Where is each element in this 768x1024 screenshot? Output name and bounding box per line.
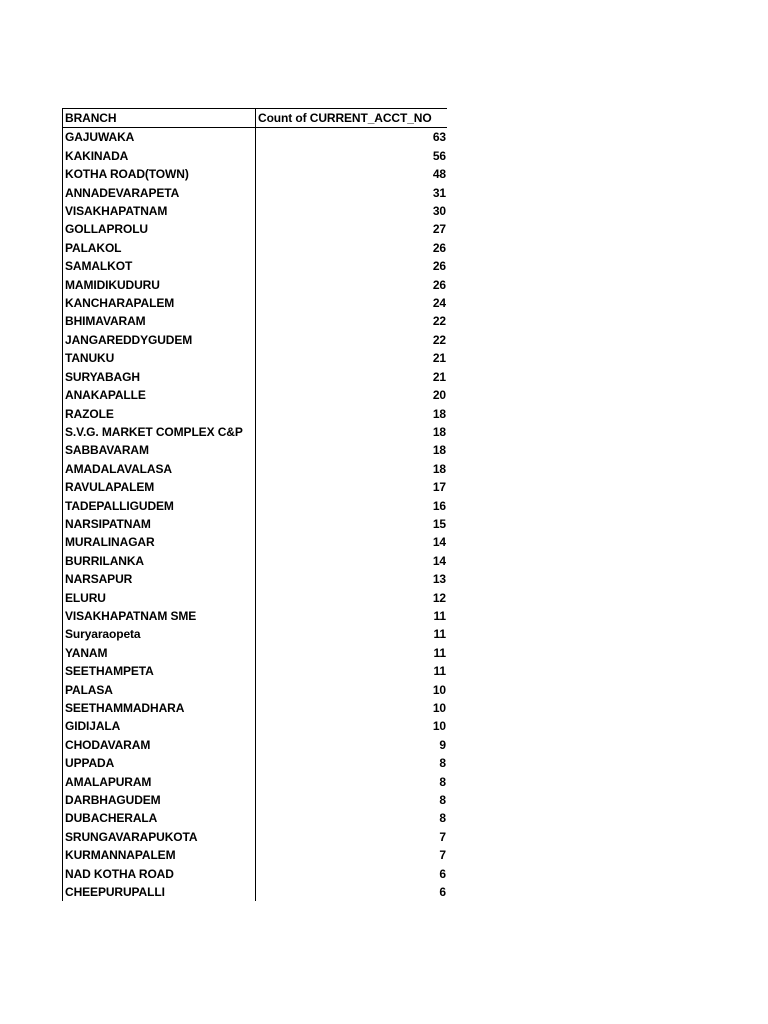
branch-cell: MURALINAGAR xyxy=(63,533,256,551)
count-cell: 30 xyxy=(256,202,448,220)
table-row xyxy=(63,497,448,515)
branch-cell: AMALAPURAM xyxy=(63,773,256,791)
table-row xyxy=(63,312,448,330)
count-cell: 11 xyxy=(256,644,448,662)
count-cell: 31 xyxy=(256,184,448,202)
table-body xyxy=(63,128,448,902)
table-row xyxy=(63,644,448,662)
branch-count-table xyxy=(62,108,447,901)
branch-cell: KAKINADA xyxy=(63,147,256,165)
count-cell: 8 xyxy=(256,809,448,827)
count-cell: 8 xyxy=(256,791,448,809)
table-row xyxy=(63,773,448,791)
branch-cell: KURMANNAPALEM xyxy=(63,846,256,864)
table-row xyxy=(63,662,448,680)
count-cell: 63 xyxy=(256,128,448,147)
table-row xyxy=(63,294,448,312)
branch-cell: SRUNGAVARAPUKOTA xyxy=(63,828,256,846)
table-row xyxy=(63,184,448,202)
count-cell: 18 xyxy=(256,460,448,478)
branch-cell: VISAKHAPATNAM SME xyxy=(63,607,256,625)
branch-cell: PALAKOL xyxy=(63,239,256,257)
count-cell: 22 xyxy=(256,331,448,349)
table-row xyxy=(63,386,448,404)
table-row xyxy=(63,202,448,220)
branch-cell: Suryaraopeta xyxy=(63,625,256,643)
count-cell: 7 xyxy=(256,828,448,846)
table-row xyxy=(63,754,448,772)
table-row xyxy=(63,828,448,846)
count-cell: 21 xyxy=(256,368,448,386)
count-cell: 56 xyxy=(256,147,448,165)
branch-cell: GOLLAPROLU xyxy=(63,220,256,238)
table-row xyxy=(63,165,448,183)
count-cell: 26 xyxy=(256,276,448,294)
branch-cell: S.V.G. MARKET COMPLEX C&P xyxy=(63,423,256,441)
table-row xyxy=(63,717,448,735)
count-cell: 16 xyxy=(256,497,448,515)
branch-cell: RAZOLE xyxy=(63,405,256,423)
table-row xyxy=(63,368,448,386)
branch-cell: NAD KOTHA ROAD xyxy=(63,865,256,883)
branch-cell: BHIMAVARAM xyxy=(63,312,256,330)
table-row xyxy=(63,809,448,827)
count-cell: 11 xyxy=(256,662,448,680)
branch-cell: AMADALAVALASA xyxy=(63,460,256,478)
count-cell: 11 xyxy=(256,625,448,643)
table-row xyxy=(63,276,448,294)
branch-cell: CHEEPURUPALLI xyxy=(63,883,256,901)
count-cell: 26 xyxy=(256,257,448,275)
count-cell: 8 xyxy=(256,773,448,791)
count-cell: 18 xyxy=(256,441,448,459)
branch-cell: PALASA xyxy=(63,681,256,699)
count-cell: 17 xyxy=(256,478,448,496)
count-cell: 7 xyxy=(256,846,448,864)
branch-cell: SAMALKOT xyxy=(63,257,256,275)
table-row xyxy=(63,239,448,257)
count-cell: 8 xyxy=(256,754,448,772)
count-cell: 10 xyxy=(256,681,448,699)
table-row xyxy=(63,865,448,883)
table-row xyxy=(63,478,448,496)
branch-cell: RAVULAPALEM xyxy=(63,478,256,496)
branch-cell: GIDIJALA xyxy=(63,717,256,735)
table-row xyxy=(63,515,448,533)
header-row xyxy=(63,109,448,128)
count-cell: 9 xyxy=(256,736,448,754)
count-cell: 24 xyxy=(256,294,448,312)
column-header-branch: BRANCH xyxy=(63,109,256,128)
table-row xyxy=(63,441,448,459)
table-row xyxy=(63,625,448,643)
count-cell: 20 xyxy=(256,386,448,404)
table-row xyxy=(63,405,448,423)
table-row xyxy=(63,883,448,901)
branch-cell: ELURU xyxy=(63,589,256,607)
count-cell: 18 xyxy=(256,423,448,441)
count-cell: 10 xyxy=(256,699,448,717)
table-row xyxy=(63,607,448,625)
branch-cell: KOTHA ROAD(TOWN) xyxy=(63,165,256,183)
branch-cell: ANNADEVARAPETA xyxy=(63,184,256,202)
table-row xyxy=(63,846,448,864)
branch-cell: DARBHAGUDEM xyxy=(63,791,256,809)
branch-cell: GAJUWAKA xyxy=(63,128,256,147)
spreadsheet-page xyxy=(62,108,447,942)
table-row xyxy=(63,220,448,238)
count-cell: 11 xyxy=(256,607,448,625)
table-row xyxy=(63,736,448,754)
branch-cell: UPPADA xyxy=(63,754,256,772)
branch-cell: NARSAPUR xyxy=(63,570,256,588)
branch-cell: NARSIPATNAM xyxy=(63,515,256,533)
table-row xyxy=(63,570,448,588)
branch-cell: SEETHAMMADHARA xyxy=(63,699,256,717)
count-cell: 48 xyxy=(256,165,448,183)
table-row xyxy=(63,460,448,478)
branch-cell: SEETHAMPETA xyxy=(63,662,256,680)
table-row xyxy=(63,791,448,809)
count-cell: 10 xyxy=(256,717,448,735)
count-cell: 26 xyxy=(256,239,448,257)
count-cell: 14 xyxy=(256,552,448,570)
column-header-count: Count of CURRENT_ACCT_NO xyxy=(256,109,448,128)
branch-cell: SABBAVARAM xyxy=(63,441,256,459)
table-header xyxy=(63,109,448,128)
count-cell: 13 xyxy=(256,570,448,588)
table-row xyxy=(63,331,448,349)
table-row xyxy=(63,681,448,699)
table-row xyxy=(63,699,448,717)
branch-cell: DUBACHERALA xyxy=(63,809,256,827)
branch-cell: BURRILANKA xyxy=(63,552,256,570)
count-cell: 27 xyxy=(256,220,448,238)
table-row xyxy=(63,423,448,441)
table-row xyxy=(63,349,448,367)
table-row xyxy=(63,533,448,551)
branch-cell: KANCHARAPALEM xyxy=(63,294,256,312)
count-cell: 6 xyxy=(256,883,448,901)
branch-cell: MAMIDIKUDURU xyxy=(63,276,256,294)
branch-cell: JANGAREDDYGUDEM xyxy=(63,331,256,349)
count-cell: 21 xyxy=(256,349,448,367)
branch-cell: TANUKU xyxy=(63,349,256,367)
table-row xyxy=(63,552,448,570)
table-row xyxy=(63,589,448,607)
count-cell: 6 xyxy=(256,865,448,883)
branch-cell: VISAKHAPATNAM xyxy=(63,202,256,220)
table-row xyxy=(63,128,448,147)
count-cell: 15 xyxy=(256,515,448,533)
branch-cell: SURYABAGH xyxy=(63,368,256,386)
branch-cell: CHODAVARAM xyxy=(63,736,256,754)
count-cell: 22 xyxy=(256,312,448,330)
branch-cell: TADEPALLIGUDEM xyxy=(63,497,256,515)
count-cell: 18 xyxy=(256,405,448,423)
branch-cell: YANAM xyxy=(63,644,256,662)
count-cell: 12 xyxy=(256,589,448,607)
table-row xyxy=(63,147,448,165)
count-cell: 14 xyxy=(256,533,448,551)
branch-cell: ANAKAPALLE xyxy=(63,386,256,404)
table-row xyxy=(63,257,448,275)
